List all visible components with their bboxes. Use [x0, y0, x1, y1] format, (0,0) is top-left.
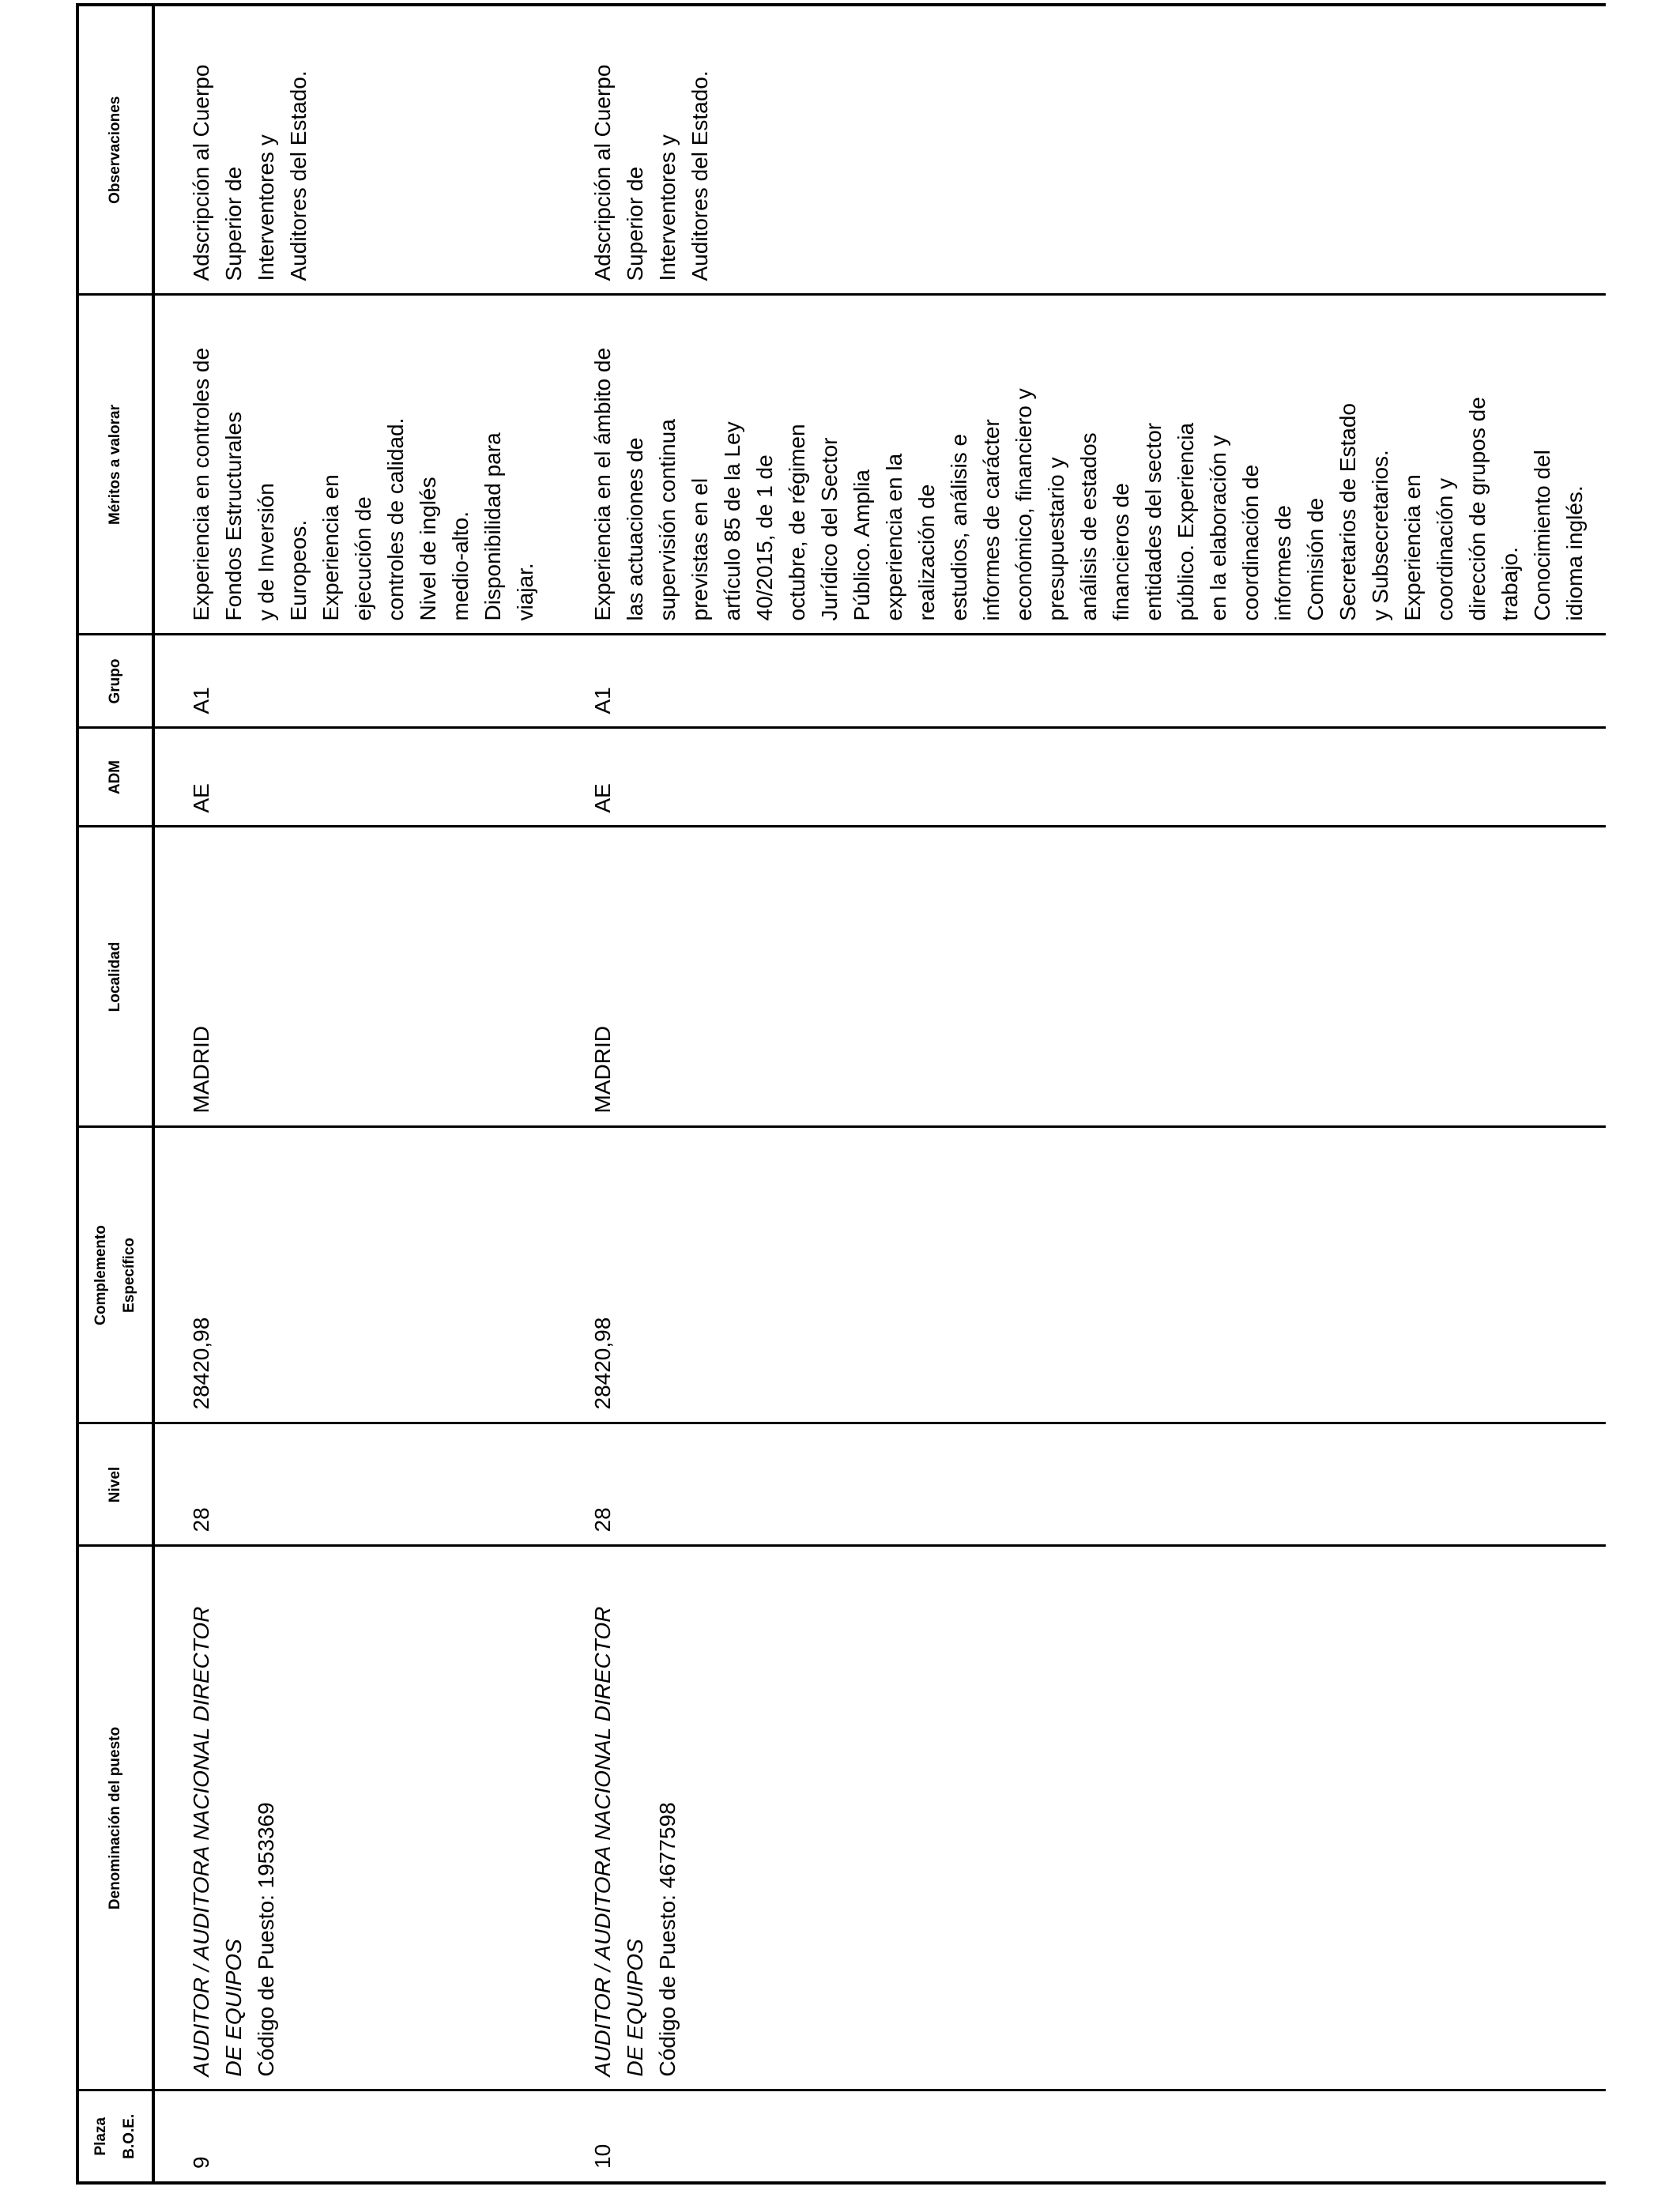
text-line: Experiencia en el ámbito de	[590, 347, 615, 621]
observaciones-cell	[556, 5, 1606, 295]
table-header-row	[77, 5, 153, 2183]
observaciones-cell	[153, 5, 556, 295]
header-plaza-line1: Plaza	[92, 2117, 109, 2156]
text-line: Adscripción al Cuerpo	[590, 64, 615, 281]
localidad-cell: MADRID	[556, 827, 1606, 1127]
text-line: octubre, de régimen	[785, 424, 809, 621]
text-line: Auditores del Estado.	[286, 70, 311, 281]
localidad-cell: MADRID	[153, 827, 556, 1127]
meritos-cell	[556, 295, 1606, 635]
text-line: coordinación y	[1433, 477, 1457, 621]
text-line: controles de calidad.	[383, 417, 408, 621]
text-line: Interventores y	[254, 134, 278, 281]
text-line: entidades del sector	[1141, 422, 1166, 621]
table-row	[556, 5, 1606, 2183]
text-line: Conocimiento del	[1530, 450, 1554, 621]
text-line: análisis de estados	[1076, 432, 1101, 621]
meritos-cell	[153, 295, 556, 635]
text-line: Auditores del Estado.	[687, 70, 712, 281]
text-line: Fondos Estructurales	[221, 411, 246, 621]
text-line: Experiencia en controles de	[189, 347, 213, 621]
text-line: ejecución de	[351, 496, 375, 621]
plaza-cell: 10	[556, 2090, 1606, 2183]
text-line: trabajo.	[1497, 547, 1522, 621]
complemento-cell: 28420,98	[153, 1127, 556, 1423]
text-line: artículo 85 de la Ley	[720, 421, 744, 621]
header-complemento-line1: Complemento	[92, 1225, 109, 1325]
text-line: informes de	[1271, 505, 1295, 621]
text-line: experiencia en la	[882, 453, 906, 621]
nivel-cell: 28	[556, 1423, 1606, 1546]
header-meritos: Méritos a valorar	[77, 295, 153, 635]
text-line: Experiencia en	[1400, 474, 1425, 621]
denominacion-cell	[556, 1546, 1606, 2090]
header-complemento	[77, 1127, 153, 1423]
text-line: Superior de	[623, 166, 647, 281]
text-line: idioma inglés.	[1562, 485, 1587, 621]
header-localidad: Localidad	[77, 827, 153, 1127]
plaza-cell: 9	[153, 2090, 556, 2183]
text-line: Nivel de inglés	[416, 477, 440, 621]
text-line: dirección de grupos de	[1465, 397, 1490, 621]
puesto-title-line1: AUDITOR / AUDITORA NACIONAL DIRECTOR	[189, 1606, 213, 2077]
text-line: Europeos.	[286, 519, 311, 621]
text-line: y de Inversión	[254, 483, 278, 621]
text-line: Adscripción al Cuerpo	[189, 64, 213, 281]
text-line: Superior de	[221, 166, 246, 281]
header-denominacion: Denominación del puesto	[77, 1546, 153, 2090]
puesto-title-line2: DE EQUIPOS	[623, 1939, 647, 2077]
text-line: Jurídico del Sector	[817, 437, 842, 621]
header-plaza	[77, 2090, 153, 2183]
text-line: 40/2015, de 1 de	[752, 454, 777, 621]
text-line: Interventores y	[655, 134, 680, 281]
text-line: financieros de	[1109, 483, 1133, 621]
text-line: medio-alto.	[448, 511, 473, 621]
text-line: supervisión continua	[655, 419, 680, 621]
text-line: previstas en el	[687, 477, 712, 621]
puesto-title-line2: DE EQUIPOS	[221, 1939, 246, 2077]
header-plaza-line2: B.O.E.	[121, 2113, 137, 2159]
text-line: Comisión de	[1303, 497, 1328, 621]
text-line: presupuestario y	[1044, 457, 1068, 621]
adm-cell: AE	[153, 728, 556, 827]
text-line: estudios, análisis e	[947, 433, 971, 621]
text-line: en la elaboración y	[1206, 435, 1230, 621]
header-observaciones: Observaciones	[77, 5, 153, 295]
text-line: Secretarios de Estado	[1335, 403, 1360, 621]
nivel-cell: 28	[153, 1423, 556, 1546]
text-line: Público. Amplia	[849, 469, 874, 621]
text-line: las actuaciones de	[623, 437, 647, 621]
text-line: económico, financiero y	[1011, 388, 1036, 621]
complemento-cell: 28420,98	[556, 1127, 1606, 1423]
text-line: y Subsecretarios.	[1368, 450, 1392, 621]
text-line: viajar.	[513, 563, 537, 621]
puesto-title-line1: AUDITOR / AUDITORA NACIONAL DIRECTOR	[590, 1606, 615, 2077]
codigo-puesto: Código de Puesto: 1953369	[254, 1802, 278, 2077]
text-line: Disponibilidad para	[480, 432, 505, 621]
text-line: Experiencia en	[318, 474, 343, 621]
header-complemento-line2: Específico	[121, 1237, 137, 1314]
codigo-puesto: Código de Puesto: 4677598	[655, 1802, 680, 2077]
adm-cell: AE	[556, 728, 1606, 827]
grupo-cell: A1	[153, 635, 556, 728]
text-line: informes de carácter	[979, 419, 1004, 621]
text-line: público. Experiencia	[1173, 422, 1198, 621]
vacancies-table	[76, 3, 1606, 2185]
grupo-cell: A1	[556, 635, 1606, 728]
rotated-page	[76, 6, 1613, 2185]
header-adm: ADM	[77, 728, 153, 827]
header-grupo: Grupo	[77, 635, 153, 728]
denominacion-cell	[153, 1546, 556, 2090]
text-line: coordinación de	[1238, 464, 1263, 621]
table-row	[153, 5, 556, 2183]
header-nivel: Nivel	[77, 1423, 153, 1546]
text-line: realización de	[914, 484, 939, 621]
